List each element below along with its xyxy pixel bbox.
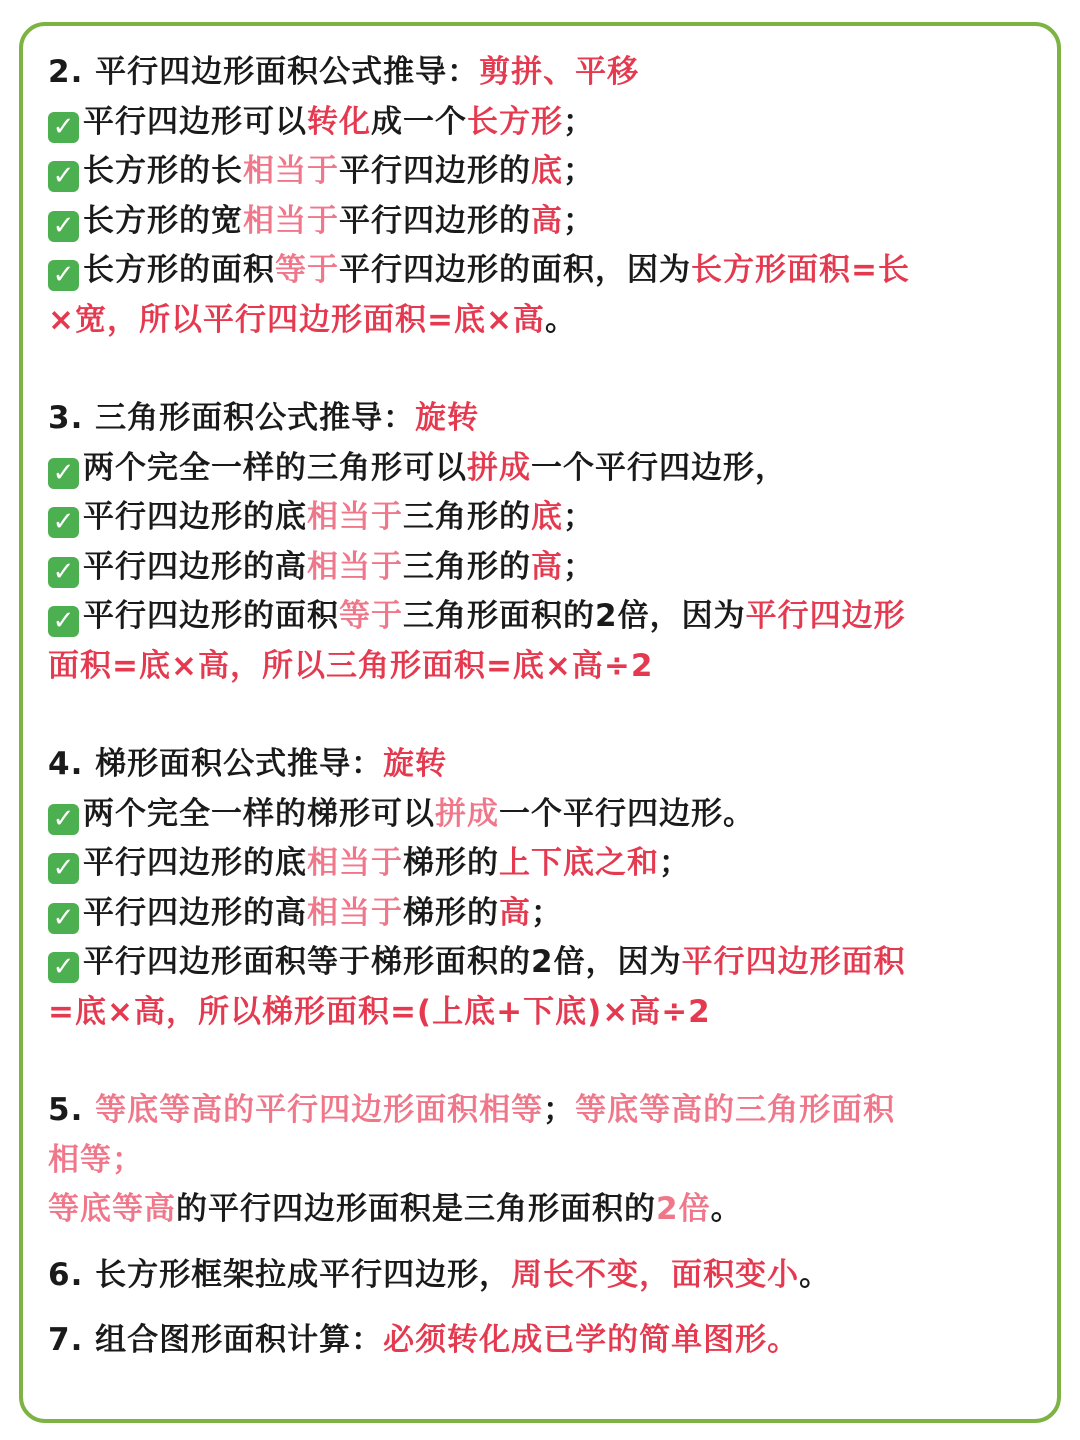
check-mark-icon: ✓ bbox=[48, 211, 79, 242]
heading-text: 3. 三角形面积公式推导： bbox=[48, 400, 416, 436]
check-mark-icon: ✓ bbox=[48, 458, 79, 489]
highlight-text: 拼成 bbox=[435, 795, 499, 832]
highlight-text: 平行四边形面积 bbox=[681, 944, 906, 980]
method-text: 旋转 bbox=[415, 400, 480, 436]
item-text: 三角形的 bbox=[403, 499, 531, 535]
highlight-text: 相当于 bbox=[243, 153, 339, 189]
highlight-text: 转化 bbox=[307, 103, 371, 140]
item-text: 的平行四边形面积是三角形面积的 bbox=[176, 1191, 656, 1227]
item-text: 成一个 bbox=[371, 103, 467, 140]
highlight-text: 相等； bbox=[48, 1141, 144, 1178]
check-mark-icon: ✓ bbox=[48, 557, 79, 588]
method-text: 旋转 bbox=[383, 746, 448, 782]
item-text: ； bbox=[563, 103, 595, 140]
highlight-text: 相当于 bbox=[307, 845, 403, 881]
item-text: ； bbox=[659, 845, 691, 881]
item-text: 。 bbox=[710, 1191, 743, 1227]
highlight-text: 等于 bbox=[275, 252, 339, 288]
item-text: ； bbox=[543, 1092, 576, 1128]
item-text: 平行四边形的底 bbox=[83, 499, 307, 535]
section-2-item-4 bbox=[48, 246, 1023, 296]
highlight-text: 相当于 bbox=[307, 548, 403, 585]
item-text: 两个完全一样的三角形可以 bbox=[83, 449, 467, 486]
section-2-item-2 bbox=[48, 147, 1023, 197]
item-text: 平行四边形的面积，因为 bbox=[339, 252, 691, 288]
highlight-text: 相当于 bbox=[307, 499, 403, 535]
highlight-text: 2倍 bbox=[656, 1191, 711, 1227]
highlight-text: 等底等高的平行四边形面积相等 bbox=[95, 1092, 544, 1128]
highlight-text: 必须转化成已学的简单图形 bbox=[383, 1322, 768, 1358]
section-2-item-1 bbox=[48, 98, 1023, 148]
highlight-text: 面积=底×高，所以三角形面积=底×高÷2 bbox=[48, 647, 654, 684]
item-text: 平行四边形的高 bbox=[83, 548, 307, 585]
check-mark-icon: ✓ bbox=[48, 112, 79, 143]
check-mark-icon: ✓ bbox=[48, 853, 79, 884]
item-text: 三角形的 bbox=[403, 548, 531, 585]
section-3-item-4 bbox=[48, 592, 1023, 642]
highlight-text: ×宽，所以平行四边形面积=底×高 bbox=[48, 301, 545, 338]
highlight-text: 上下底之和 bbox=[499, 845, 659, 881]
item-text: 7. 组合图形面积计算： bbox=[48, 1322, 384, 1358]
check-mark-icon: ✓ bbox=[48, 903, 79, 934]
item-text: 长方形的宽 bbox=[83, 202, 243, 239]
item-text: 长方形的长 bbox=[83, 153, 243, 189]
item-text: 6. 长方形框架拉成平行四边形， bbox=[48, 1256, 512, 1293]
section-5-line-2 bbox=[48, 1136, 1023, 1186]
section-3-heading bbox=[48, 394, 1023, 444]
item-text: ； bbox=[531, 894, 563, 931]
item-text: 平行四边形的面积 bbox=[83, 598, 339, 634]
item-text: 三角形面积的2倍，因为 bbox=[403, 598, 746, 634]
highlight-text: 高 bbox=[499, 894, 531, 931]
item-text: ； bbox=[563, 202, 595, 239]
highlight-text: 底 bbox=[531, 499, 563, 535]
section-5-line-3 bbox=[48, 1185, 1023, 1235]
item-text: 一个平行四边形。 bbox=[499, 795, 755, 832]
check-mark-icon: ✓ bbox=[48, 606, 79, 637]
notes-content bbox=[48, 48, 1023, 1366]
item-text: 平行四边形的 bbox=[339, 202, 531, 239]
section-number: 5. bbox=[48, 1092, 96, 1128]
item-text: ； bbox=[563, 548, 595, 585]
check-mark-icon: ✓ bbox=[48, 507, 79, 538]
section-5-line-1 bbox=[48, 1086, 1023, 1136]
highlight-text: 拼成 bbox=[467, 449, 531, 486]
check-mark-icon: ✓ bbox=[48, 260, 79, 291]
highlight-text: 平行四边形 bbox=[745, 598, 906, 634]
item-text: 两个完全一样的梯形可以 bbox=[83, 795, 435, 832]
section-3-item-1 bbox=[48, 444, 1023, 494]
item-text: ； bbox=[563, 153, 595, 189]
highlight-text: 高 bbox=[531, 202, 563, 239]
item-text: 平行四边形可以 bbox=[83, 103, 307, 140]
section-4-item-1 bbox=[48, 790, 1023, 840]
heading-text: 2. 平行四边形面积公式推导： bbox=[48, 54, 480, 90]
item-text: 平行四边形的底 bbox=[83, 845, 307, 881]
item-text: 平行四边形面积等于梯形面积的2倍，因为 bbox=[83, 944, 682, 980]
highlight-text: =底×高，所以梯形面积=(上底+下底)×高÷2 bbox=[48, 993, 711, 1030]
highlight-text: 相当于 bbox=[243, 202, 339, 239]
section-3-item-3 bbox=[48, 543, 1023, 593]
item-text: ； bbox=[563, 499, 595, 535]
section-4-item-3 bbox=[48, 889, 1023, 939]
highlight-text: 高 bbox=[531, 548, 563, 585]
section-4-item-4 bbox=[48, 938, 1023, 988]
item-text: 平行四边形的 bbox=[339, 153, 531, 189]
item-text: 一个平行四边形， bbox=[531, 449, 787, 486]
section-3-item-4-continued bbox=[48, 642, 1023, 692]
method-text: 剪拼、平移 bbox=[479, 54, 640, 90]
item-text: 长方形的面积 bbox=[83, 252, 275, 288]
item-text: 梯形的 bbox=[403, 845, 499, 881]
section-4-heading bbox=[48, 740, 1023, 790]
item-text: 。 bbox=[544, 301, 577, 338]
item-text: 平行四边形的高 bbox=[83, 894, 307, 931]
section-2-item-3 bbox=[48, 197, 1023, 247]
section-3-item-2 bbox=[48, 493, 1023, 543]
check-mark-icon: ✓ bbox=[48, 804, 79, 835]
section-4-item-4-continued bbox=[48, 988, 1023, 1038]
section-6 bbox=[48, 1251, 1023, 1301]
highlight-text: 长方形面积=长 bbox=[691, 252, 910, 288]
highlight-text: 长方形 bbox=[467, 103, 563, 140]
highlight-text: 等于 bbox=[339, 598, 403, 634]
highlight-text: 等底等高 bbox=[48, 1191, 176, 1227]
check-mark-icon: ✓ bbox=[48, 161, 79, 192]
section-2-heading bbox=[48, 48, 1023, 98]
highlight-text: 等底等高的三角形面积 bbox=[575, 1092, 896, 1128]
item-text: 梯形的 bbox=[403, 894, 499, 931]
heading-text: 4. 梯形面积公式推导： bbox=[48, 746, 384, 782]
highlight-text: 相当于 bbox=[307, 894, 403, 931]
section-2-item-4-continued bbox=[48, 296, 1023, 346]
section-7 bbox=[48, 1316, 1023, 1366]
check-mark-icon: ✓ bbox=[48, 952, 79, 983]
highlight-text: 底 bbox=[531, 153, 563, 189]
highlight-text: 周长不变，面积变小 bbox=[511, 1256, 800, 1293]
section-4-item-2 bbox=[48, 839, 1023, 889]
highlight-text: 。 bbox=[767, 1322, 800, 1358]
item-text: 。 bbox=[799, 1256, 832, 1293]
